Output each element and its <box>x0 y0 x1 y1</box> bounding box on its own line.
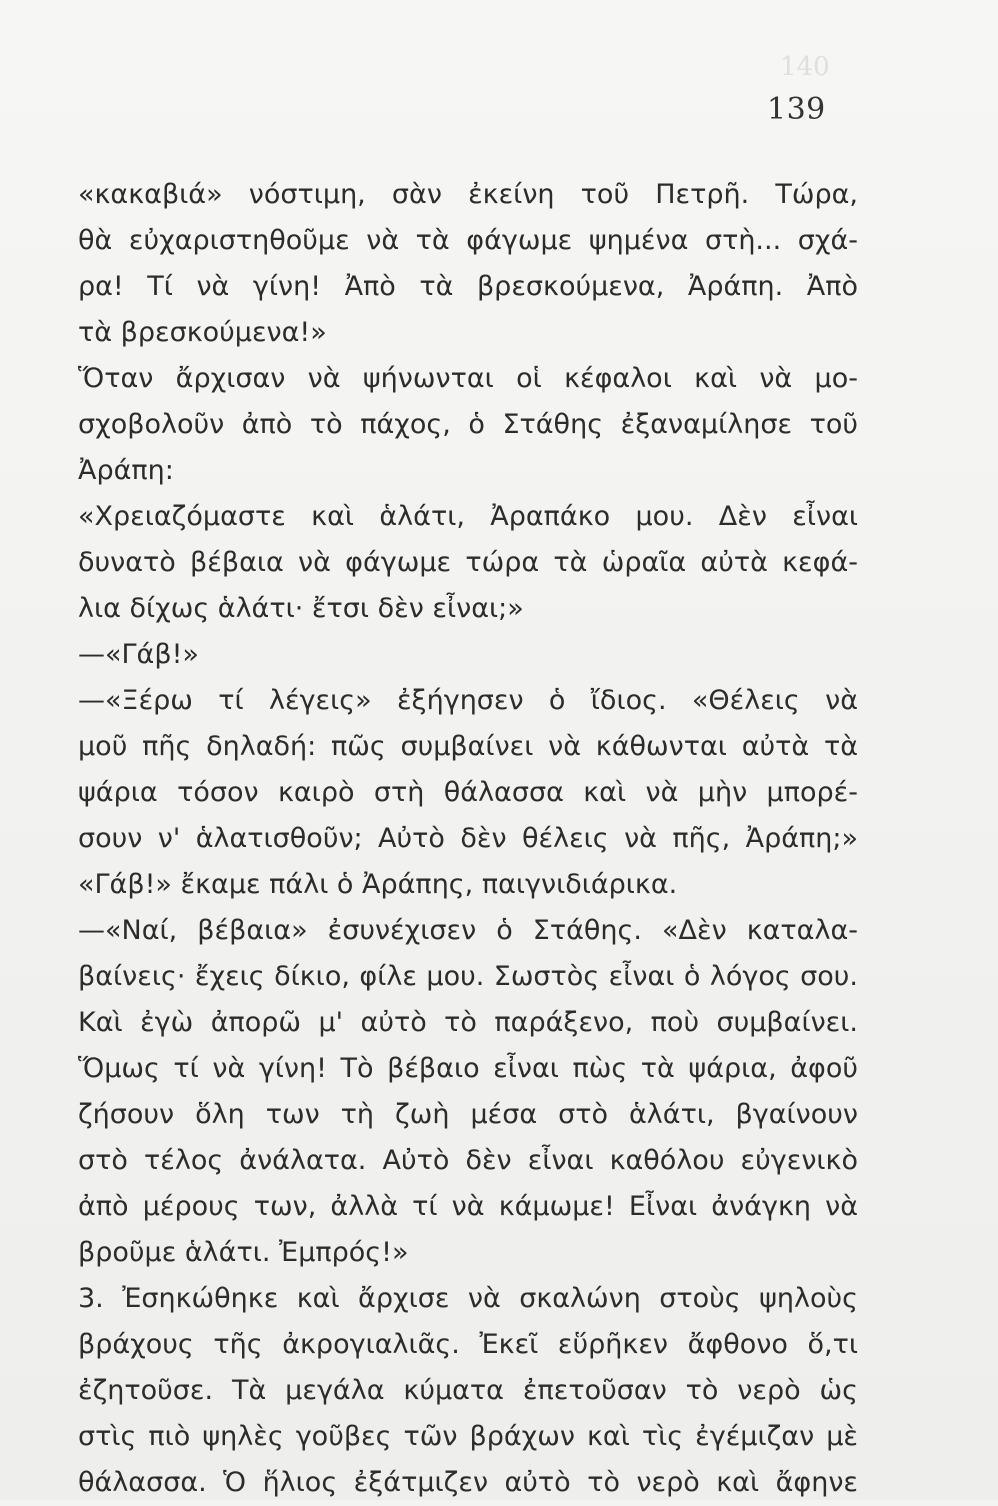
text-line: «Γάβ!» ἔκαμε πάλι ὁ Ἀράπης, παιγνιδιάρικα. <box>78 869 678 900</box>
text-line: βροῦμε ἁλάτι. Ἐμπρός!» <box>78 1237 409 1268</box>
bleed-through-page-number: 140 <box>780 52 830 82</box>
text-line: μοῦ πῆς δηλαδή: πῶς συμβαίνει νὰ κάθωνται αὐτὰ τὰ <box>78 731 858 762</box>
text-line: Ἀράπη: <box>78 455 174 486</box>
text-line: Ὅταν ἄρχισαν νὰ ψήνωνται οἱ κέφαλοι καὶ νὰ μο- <box>78 363 858 394</box>
text-line: ἐζητοῦσε. Τὰ μεγάλα κύματα ἐπετοῦσαν τὸ νερὸ ὡς <box>78 1375 858 1406</box>
text-line: Καὶ ἐγὼ ἀπορῶ μ' αὐτὸ τὸ παράξενο, ποὺ συμβαίνει. <box>78 1007 858 1038</box>
text-line: στὸ τέλος ἀνάλατα. Αὐτὸ δὲν εἶναι καθόλου εὐγενικὸ <box>78 1145 858 1176</box>
text-line: —«Γάβ!» <box>78 639 199 670</box>
text-line: ψάρια τόσον καιρὸ στὴ θάλασσα καὶ νὰ μὴν μπορέ- <box>78 777 858 808</box>
text-line: «κακαβιά» νόστιμη, σὰν ἐκείνη τοῦ Πετρῆ. Τώρα, <box>78 179 858 210</box>
text-line: στὶς πιὸ ψηλὲς γοῦβες τῶν βράχων καὶ τὶς ἐγέμιζαν μὲ <box>78 1421 858 1452</box>
text-line: λια δίχως ἁλάτι· ἔτσι δὲν εἶναι;» <box>78 593 524 624</box>
text-line: σουν ν' ἁλατισθοῦν; Αὐτὸ δὲν θέλεις νὰ πῆς, Ἀράπη;» <box>78 823 858 854</box>
text-line: θάλασσα. Ὁ ἥλιος ἐξάτμιζεν αὐτὸ τὸ νερὸ καὶ ἄφηνε <box>78 1467 858 1498</box>
text-line: ἀπὸ μέρους των, ἀλλὰ τί νὰ κάμωμε! Εἶναι ἀνάγκη νὰ <box>78 1191 858 1222</box>
text-line: σχοβολοῦν ἀπὸ τὸ πάχος, ὁ Στάθης ἐξαναμίλησε τοῦ <box>78 409 858 440</box>
text-line: Ὅμως τί νὰ γίνη! Τὸ βέβαιο εἶναι πὼς τὰ ψάρια, ἀφοῦ <box>78 1053 858 1084</box>
text-line: δυνατὸ βέβαια νὰ φάγωμε τώρα τὰ ὡραῖα αὐτὰ κεφά- <box>78 547 858 578</box>
text-line: ρα! Τί νὰ γίνη! Ἀπὸ τὰ βρεσκούμενα, Ἀράπη. Ἀπὸ <box>78 271 858 302</box>
body-text <box>78 172 858 1506</box>
text-line: «Χρειαζόμαστε καὶ ἁλάτι, Ἀραπάκο μου. Δὲν εἶναι <box>78 501 858 532</box>
text-line: ζήσουν ὅλη των τὴ ζωὴ μέσα στὸ ἁλάτι, βγαίνουν <box>78 1099 858 1130</box>
text-line: —«Ξέρω τί λέγεις» ἐξήγησεν ὁ ἴδιος. «Θέλεις νὰ <box>78 685 858 716</box>
text-line: —«Ναί, βέβαια» ἐσυνέχισεν ὁ Στάθης. «Δὲν καταλα- <box>78 915 858 946</box>
text-line: βαίνεις· ἔχεις δίκιο, φίλε μου. Σωστὸς εἶναι ὁ λόγος σου. <box>78 961 858 992</box>
page-number: 139 <box>767 92 826 127</box>
text-line: θὰ εὐχαριστηθοῦμε νὰ τὰ φάγωμε ψημένα στὴ... σχά- <box>78 225 858 256</box>
text-line: βράχους τῆς ἀκρογιαλιᾶς. Ἐκεῖ εὕρῆκεν ἄφθονο ὅ,τι <box>78 1329 858 1360</box>
text-line: 3. Ἐσηκώθηκε καὶ ἄρχισε νὰ σκαλώνη στοὺς ψηλοὺς <box>78 1283 858 1314</box>
text-line: τὰ βρεσκούμενα!» <box>78 317 327 348</box>
